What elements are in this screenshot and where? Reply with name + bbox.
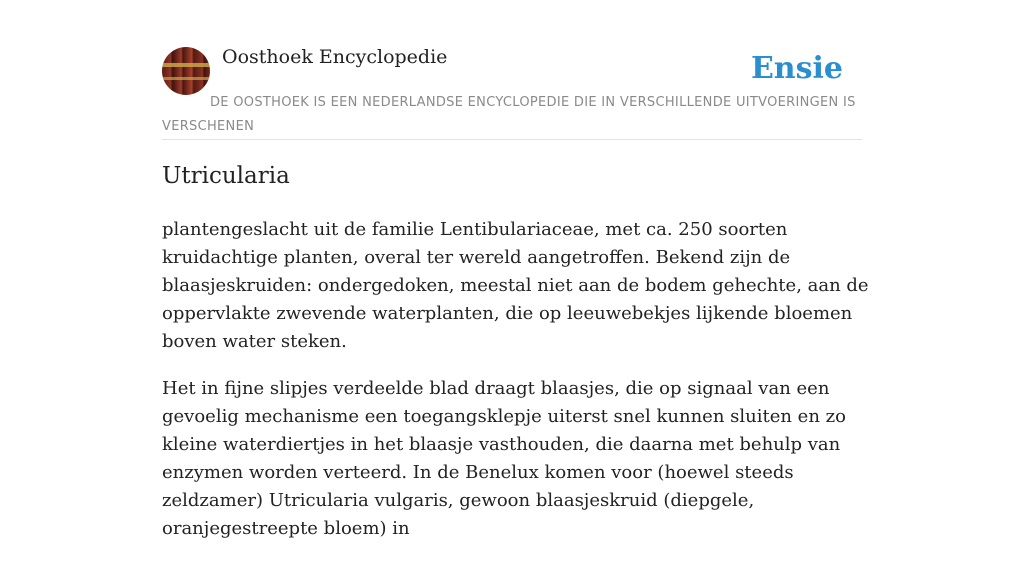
- avatar[interactable]: [162, 47, 210, 95]
- site-name[interactable]: Oosthoek Encyclopedie: [222, 46, 448, 68]
- article-title: Utricularia: [162, 163, 290, 189]
- article-paragraph: plantengeslacht uit de familie Lentibulariaceae, met ca. 250 soorten kruidachtige planten, overal ter wereld aangetroffen. Bekend zijn de blaasjeskruiden: ondergedoken, meestal niet aan de bodem gehechte, aan de oppervlakte zwevende waterplanten, die op leeuwebekjes lijkende bloemen boven water steken.: [162, 219, 869, 352]
- article-paragraph: Het in fijne slipjes verdeelde blad draagt blaasjes, die op signaal van een gevoelig mechanisme een toegangsklepje uiterst snel kunnen sluiten en zo kleine waterdiertjes in het blaasje vasthouden, die daarna met behulp van enzymen worden verteerd. In de Benelux komen voor (hoewel steeds zeldzamer) Utricularia vulgaris, gewoon blaasjeskruid (diepgele, oranjegestreepte bloem) in: [162, 378, 846, 539]
- brand-logo[interactable]: Ensie: [750, 51, 843, 86]
- site-header: [162, 46, 862, 140]
- avatar-band: [162, 77, 210, 80]
- header-divider: [162, 139, 862, 140]
- site-tagline: DE OOSTHOEK IS EEN NEDERLANDSE ENCYCLOPEDIE DIE IN VERSCHILLENDE UITVOERINGEN IS VERSCHENEN: [162, 95, 856, 134]
- article-body: [162, 216, 872, 562]
- avatar-band: [162, 63, 210, 67]
